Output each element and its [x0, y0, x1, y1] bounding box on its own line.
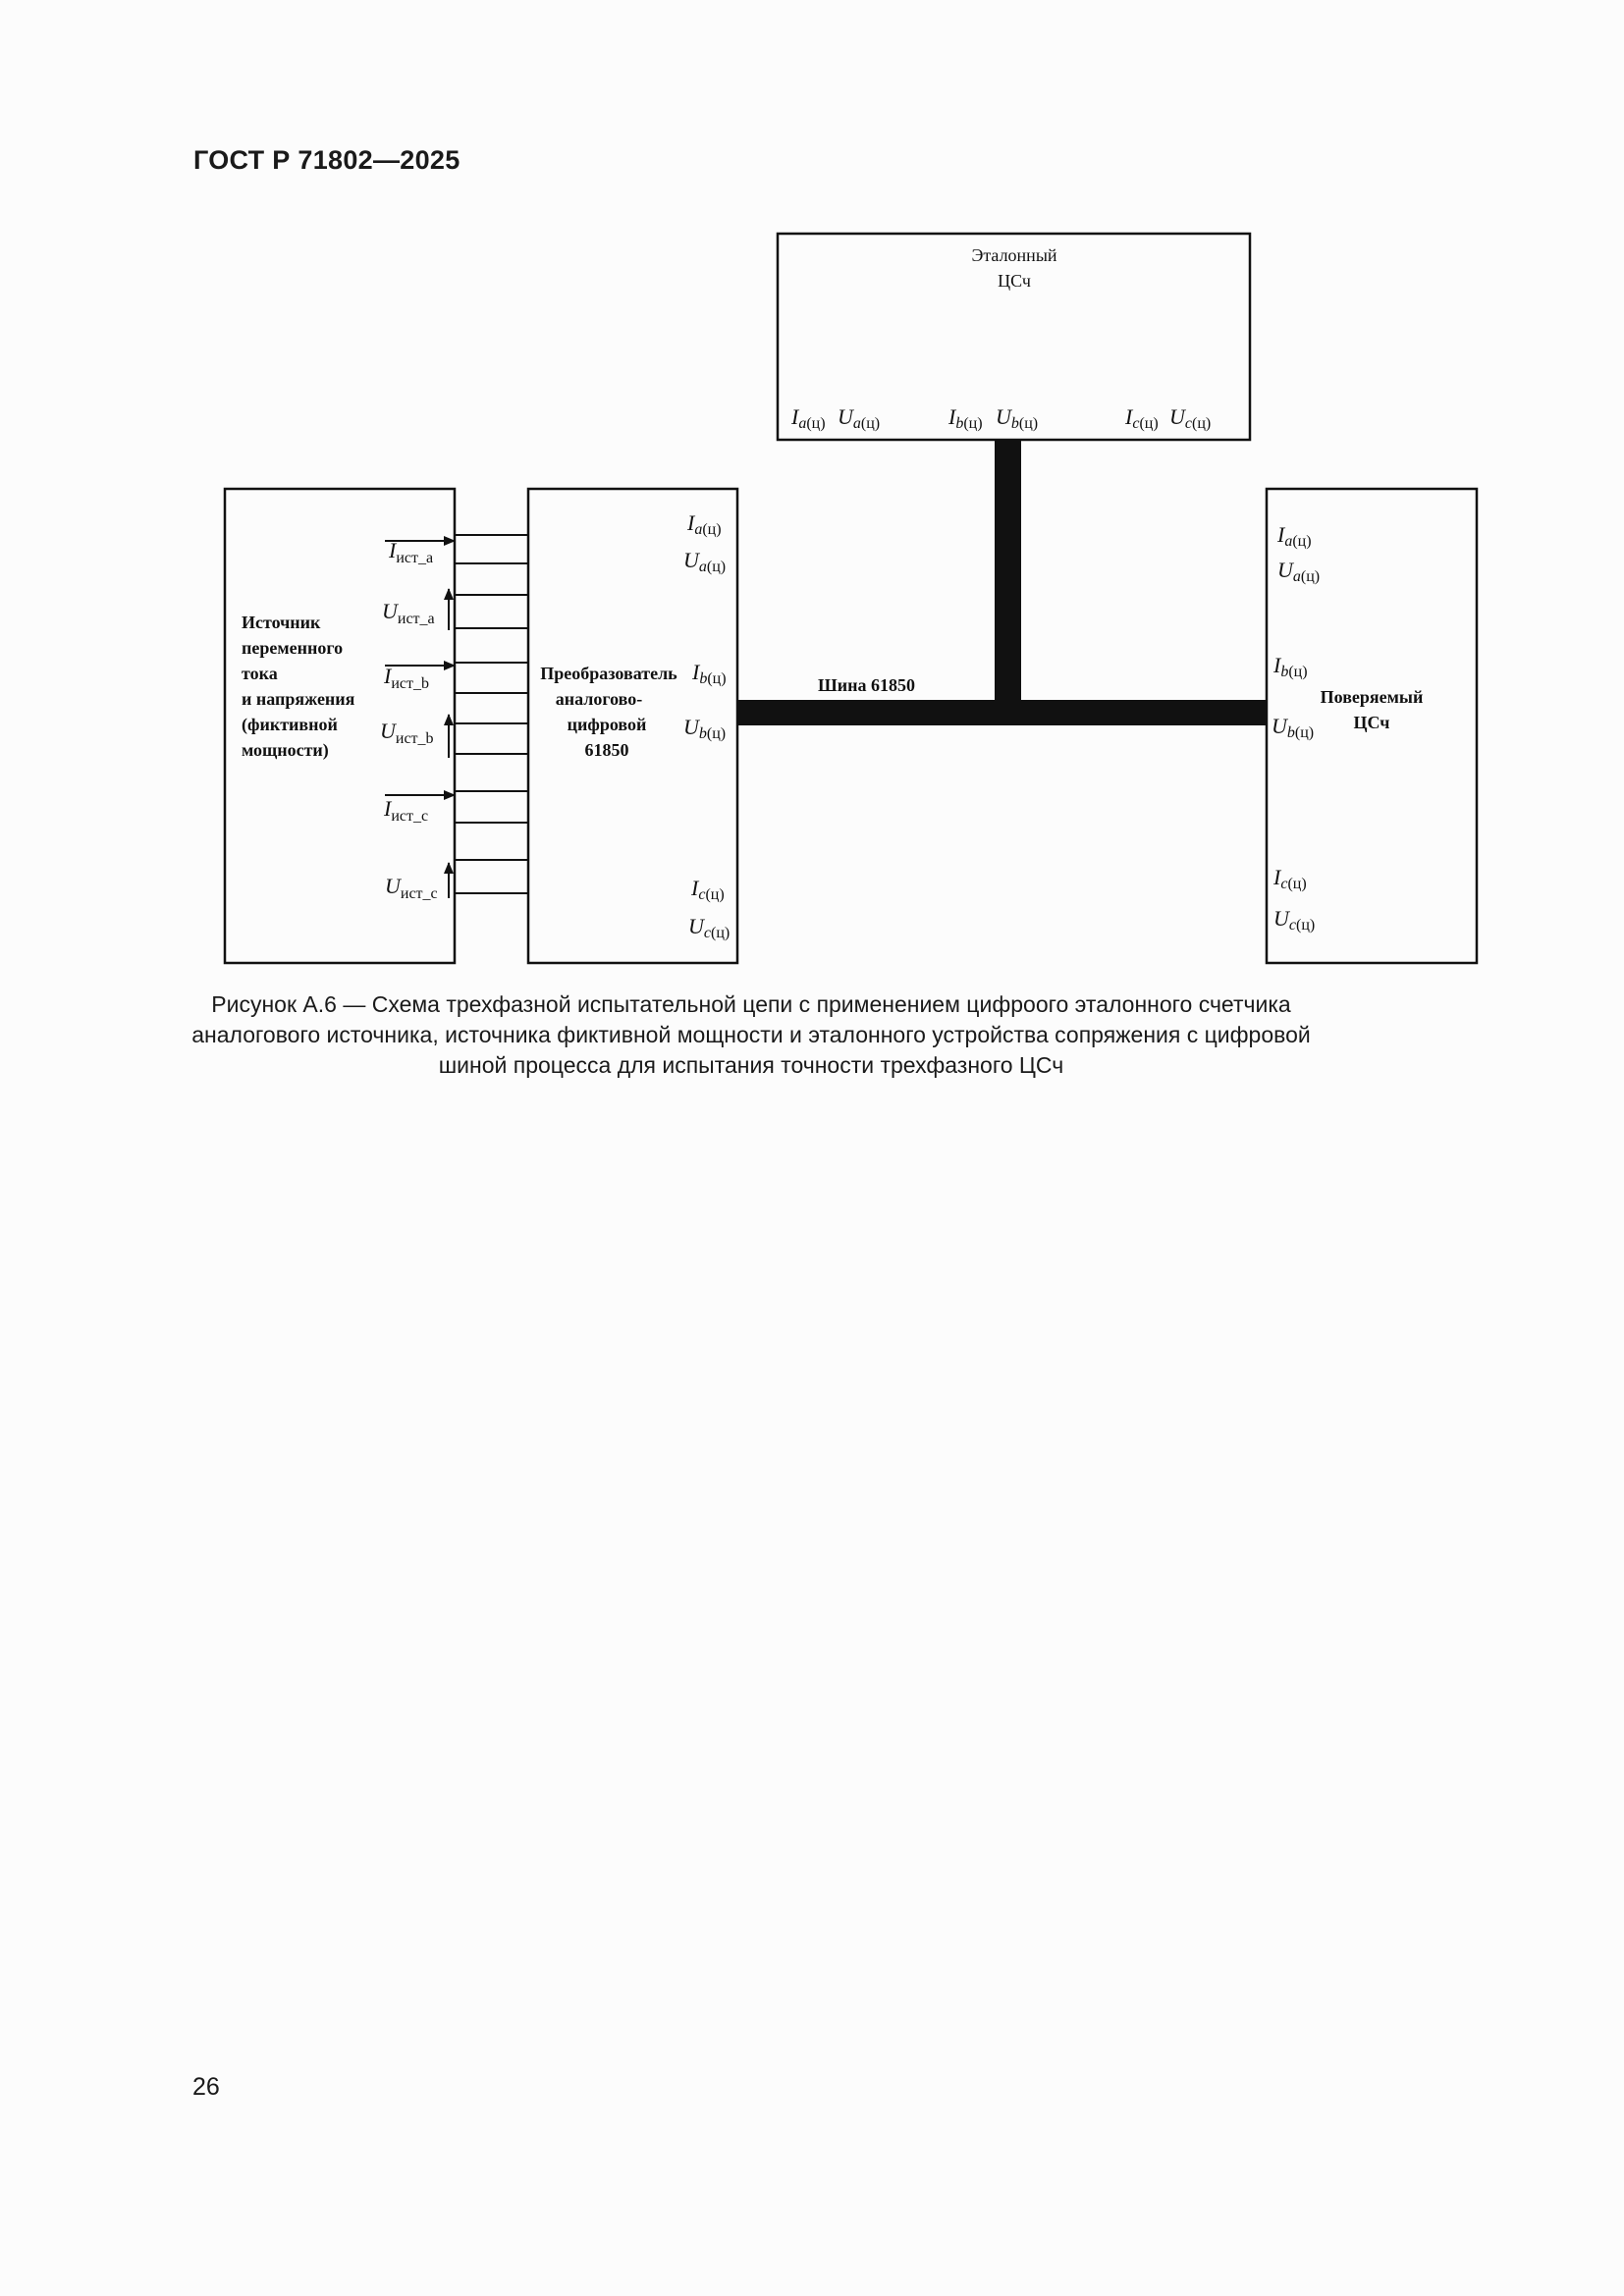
source-output-ub: $U_{ист\_}b$	[380, 719, 434, 747]
meter-under-test-label-1: Поверяемый	[1320, 687, 1424, 707]
reference-input-ua: Ua(ц)	[838, 404, 881, 432]
mut-input-ic: Ic(ц)	[1273, 865, 1307, 892]
page-number: 26	[192, 2073, 220, 2101]
bus-61850-vertical	[995, 440, 1021, 713]
converter-label-line-1: Преобразователь	[540, 664, 677, 683]
converter-label-line-2: аналогово-	[555, 689, 643, 709]
meter-under-test-inputs	[1272, 522, 1320, 934]
source-output-uc: $U_{ист\_}c$	[385, 874, 438, 902]
converter-output-ic: Ic(ц)	[691, 876, 725, 903]
mut-input-ua: Ua(ц)	[1277, 558, 1321, 585]
source-converter-wires	[455, 535, 528, 893]
reference-meter-label-1: Эталонный	[971, 245, 1057, 265]
source-label-line-1: Источник	[242, 613, 321, 632]
reference-input-ia: Ia(ц)	[791, 404, 826, 432]
source-output-ia: $I_{ист\_}a$	[389, 538, 434, 566]
meter-under-test-label-2: ЦСч	[1353, 713, 1390, 732]
converter-output-ub: Ub(ц)	[683, 715, 727, 742]
circuit-diagram	[0, 0, 1624, 982]
source-label	[242, 613, 355, 761]
reference-input-ic: Ic(ц)	[1125, 404, 1159, 432]
reference-input-uc: Uc(ц)	[1169, 404, 1212, 432]
source-output-ic: $I_{ист\_}c$	[384, 796, 429, 825]
reference-meter-inputs	[790, 404, 1211, 432]
converter-label-line-3: цифровой	[567, 715, 647, 734]
source-label-line-3: тока	[242, 664, 278, 683]
bus-label: Шина 61850	[818, 675, 916, 695]
document-header: ГОСТ Р 71802—2025	[193, 145, 460, 175]
source-output-ua: $U_{ист\_}a$	[382, 599, 435, 627]
source-label-line-2: переменного	[242, 638, 344, 658]
converter-output-ia: Ia(ц)	[687, 510, 722, 538]
converter-label	[540, 664, 677, 760]
reference-input-ib: Ib(ц)	[948, 404, 983, 432]
converter-output-ua: Ua(ц)	[683, 548, 727, 575]
converter-label-line-4: 61850	[584, 740, 629, 760]
converter-output-ib: Ib(ц)	[692, 660, 727, 687]
mut-input-ib: Ib(ц)	[1273, 653, 1308, 680]
converter-output-uc: Uc(ц)	[688, 914, 731, 941]
converter-digital-outputs	[683, 510, 730, 941]
reference-meter-label-2: ЦСч	[998, 271, 1031, 291]
source-label-line-4: и напряжения	[242, 689, 355, 709]
figure-caption: Рисунок А.6 — Схема трехфазной испытательной цепи с применением цифроого эталонного счетчика аналогового источника, источника фиктивной мощности и эталонного устройства сопряжения с цифровой шиной процесса для испытания точности трехфазного ЦСч	[191, 991, 1311, 1078]
source-label-line-5: (фиктивной	[242, 715, 338, 734]
source-output-labels	[380, 538, 438, 902]
source-output-ib: $I_{ист\_}b$	[384, 664, 429, 692]
source-label-line-6: мощности)	[242, 740, 329, 760]
mut-input-ia: Ia(ц)	[1277, 522, 1312, 550]
mut-input-uc: Uc(ц)	[1273, 906, 1316, 934]
mut-input-ub: Ub(ц)	[1272, 714, 1315, 741]
reference-input-ub: Ub(ц)	[996, 404, 1039, 432]
